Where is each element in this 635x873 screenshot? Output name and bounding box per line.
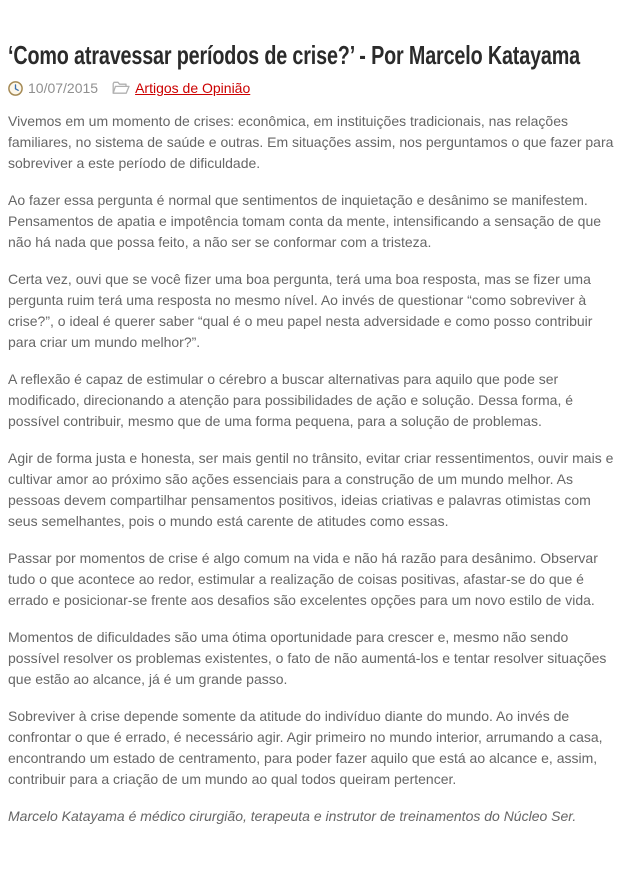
- post-date: 10/07/2015: [28, 80, 99, 96]
- post-content: [8, 111, 621, 827]
- paragraph: Agir de forma justa e honesta, ser mais gentil no trânsito, evitar criar ressentimentos, ouvir mais e cultivar amor ao próximo são ações essenciais para a construção de um mundo melhor. As pessoas devem compartilhar pensamentos positivos, ideias criativas e palavras otimistas com seus semelhantes, pois o mundo está carente de atitudes como essas.: [8, 450, 614, 529]
- page-title-text: ‘Como atravessar períodos de crise?’ - Por Marcelo Katayama: [8, 40, 580, 70]
- paragraph: Ao fazer essa pergunta é normal que sentimentos de inquietação e desânimo se manifestem. Pensamentos de apatia e impotência tomam conta da mente, intensificando a sensação de que não há nada que possa feito, a não ser se conformar com a tristeza.: [8, 192, 602, 250]
- paragraph: Passar por momentos de crise é algo comum na vida e não há razão para desânimo. Observar tudo o que acontece ao redor, estimular a realização de coisas positivas, afastar-se do que é errado e posicionar-se frente aos desafios são excelentes opções para um novo estilo de vida.: [8, 550, 598, 608]
- author-note: Marcelo Katayama é médico cirurgião, terapeuta e instrutor de treinamentos do Núcleo Ser.: [8, 808, 577, 824]
- paragraph: Sobreviver à crise depende somente da atitude do indivíduo diante do mundo. Ao invés de confrontar o que é errado, é necessário agir. Agir primeiro no mundo interior, arrumando a casa, encontrando um estado de centramento, para poder fazer aquilo que está ao alcance e, assim, contribuir para a criação de um mundo ao qual todos queiram pertencer.: [8, 708, 603, 787]
- post-meta: [8, 80, 621, 96]
- paragraph: Certa vez, ouvi que se você fizer uma boa pergunta, terá uma boa resposta, mas se fizer uma pergunta ruim terá uma resposta no mesmo nível. Ao invés de questionar “como sobreviver à crise?”, o ideal é querer saber “qual é o meu papel nesta adversidade e como posso contribuir para criar um mundo melhor?”.: [8, 271, 593, 350]
- folder-icon: [112, 81, 130, 95]
- paragraph: Momentos de dificuldades são uma ótima oportunidade para crescer e, mesmo não sendo possível resolver os problemas existentes, o fato de não aumentá-los e tentar resolver situações que estão ao alcance, já é um grande passo.: [8, 629, 607, 687]
- paragraph: Vivemos em um momento de crises: econômica, em instituições tradicionais, nas relações familiares, no sistema de saúde e outras. Em situações assim, nos perguntamos o que fazer para sobreviver a este período de dificuldade.: [8, 113, 614, 171]
- paragraph: A reflexão é capaz de estimular o cérebro a buscar alternativas para aquilo que pode ser modificado, direcionando a atenção para possibilidades de ação e solução. Dessa forma, é possível contribuir, mesmo que de uma forma pequena, para a solução de problemas.: [8, 371, 574, 429]
- page-title: [8, 40, 621, 70]
- category-link[interactable]: Artigos de Opinião: [135, 80, 251, 96]
- clock-icon: [8, 81, 23, 96]
